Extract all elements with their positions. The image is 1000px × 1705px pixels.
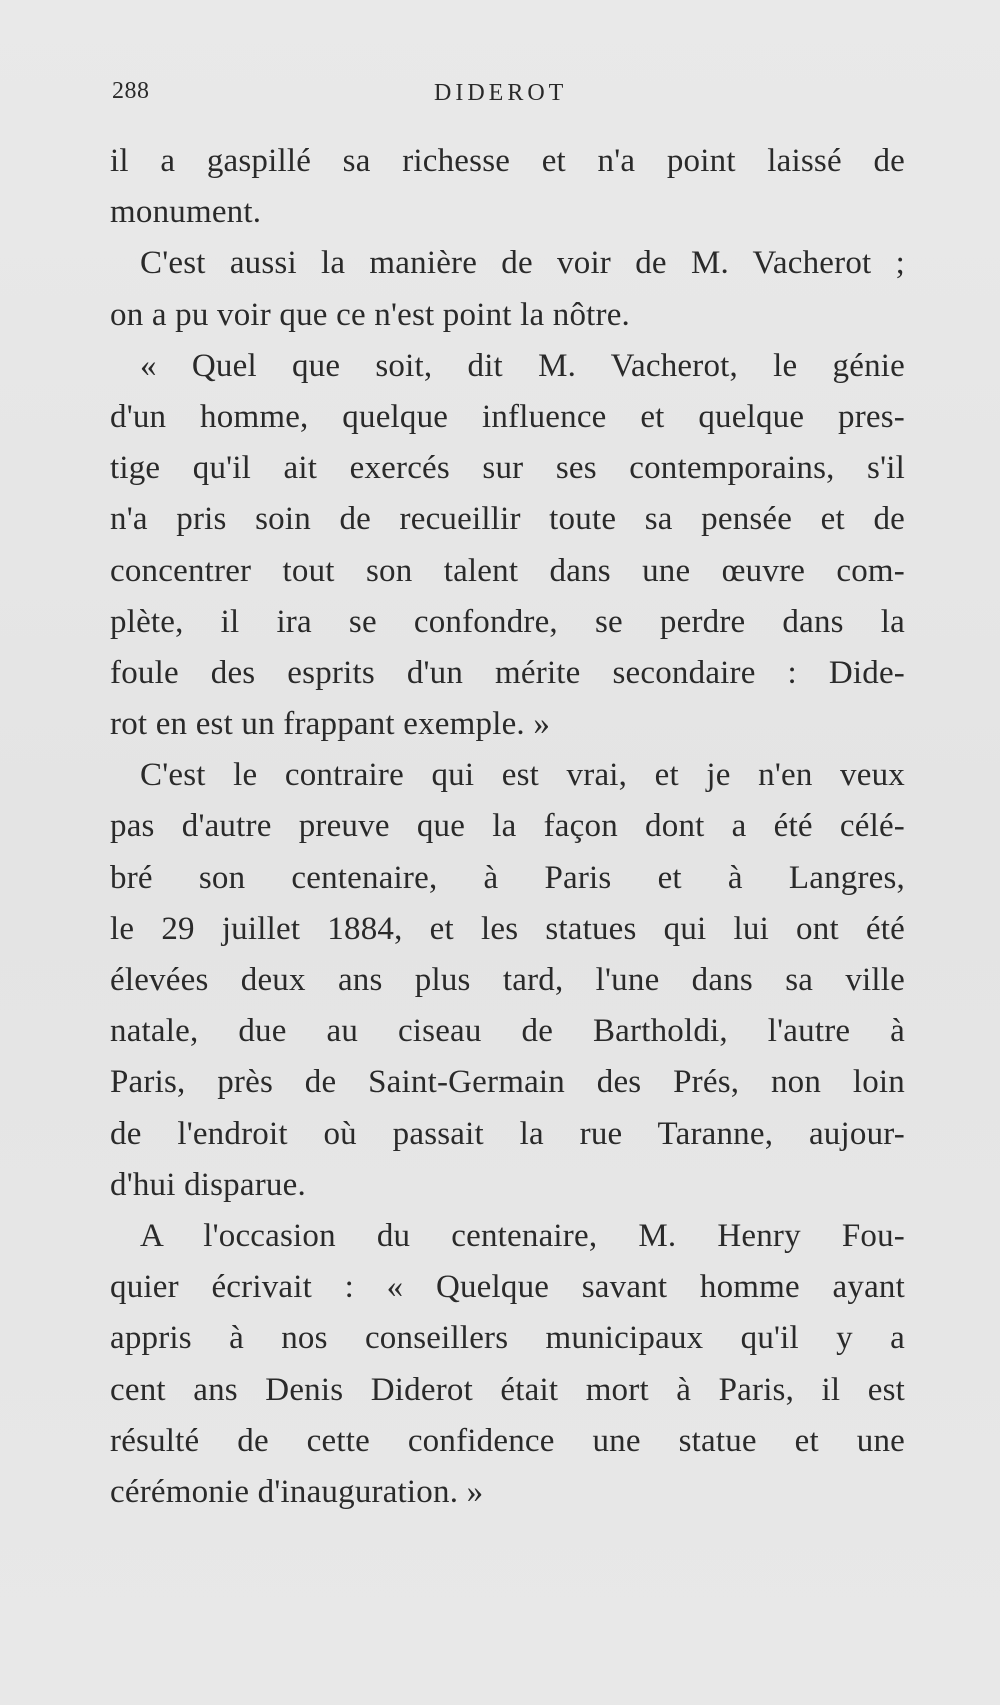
running-head: DIDEROT xyxy=(434,80,568,106)
text-line: d'un homme, quelque influence et quelque pres- xyxy=(110,398,905,435)
text-line: quier écrivait : « Quelque savant homme ayant xyxy=(110,1269,905,1306)
text-line: pas d'autre preuve que la façon dont a été célé- xyxy=(110,808,905,845)
text-line: C'est le contraire qui est vrai, et je n'en veux xyxy=(140,757,905,794)
text-line: le 29 juillet 1884, et les statues qui lui ont été xyxy=(110,910,905,947)
text-line: d'hui disparue. xyxy=(110,1166,306,1203)
text-line: cérémonie d'inauguration. » xyxy=(110,1473,484,1510)
text-line: tige qu'il ait exercés sur ses contemporains, s'il xyxy=(110,450,905,487)
text-line: C'est aussi la manière de voir de M. Vacherot ; xyxy=(140,245,905,282)
text-line: bré son centenaire, à Paris et à Langres, xyxy=(110,859,905,896)
text-line: « Quel que soit, dit M. Vacherot, le génie xyxy=(140,347,905,384)
text-line: n'a pris soin de recueillir toute sa pensée et de xyxy=(110,501,905,538)
text-line: résulté de cette confidence une statue et une xyxy=(110,1422,905,1459)
text-line: il a gaspillé sa richesse et n'a point laissé de xyxy=(110,143,905,179)
text-line: élevées deux ans plus tard, l'une dans sa ville xyxy=(110,962,905,998)
text-line: A l'occasion du centenaire, M. Henry Fou- xyxy=(140,1217,905,1254)
text-line: on a pu voir que ce n'est point la nôtre. xyxy=(110,296,631,333)
text-line: foule des esprits d'un mérite secondaire : Dide- xyxy=(110,654,905,691)
text-line: de l'endroit où passait la rue Taranne, aujour- xyxy=(110,1115,905,1152)
text-line: rot en est un frappant exemple. » xyxy=(110,706,551,743)
text-line: Paris, près de Saint-Germain des Prés, non loin xyxy=(110,1064,905,1101)
text-line: monument. xyxy=(110,194,262,231)
text-line: natale, due au ciseau de Bartholdi, l'autre à xyxy=(110,1013,905,1050)
body-text xyxy=(110,136,905,1518)
text-line: cent ans Denis Diderot était mort à Paris, il est xyxy=(110,1371,905,1408)
text-line: appris à nos conseillers municipaux qu'il y a xyxy=(110,1320,905,1357)
text-line: concentrer tout son talent dans une œuvre com- xyxy=(110,552,905,589)
page-number: 288 xyxy=(112,78,150,104)
text-line: plète, il ira se confondre, se perdre dans la xyxy=(110,603,905,640)
page-header xyxy=(112,78,902,112)
